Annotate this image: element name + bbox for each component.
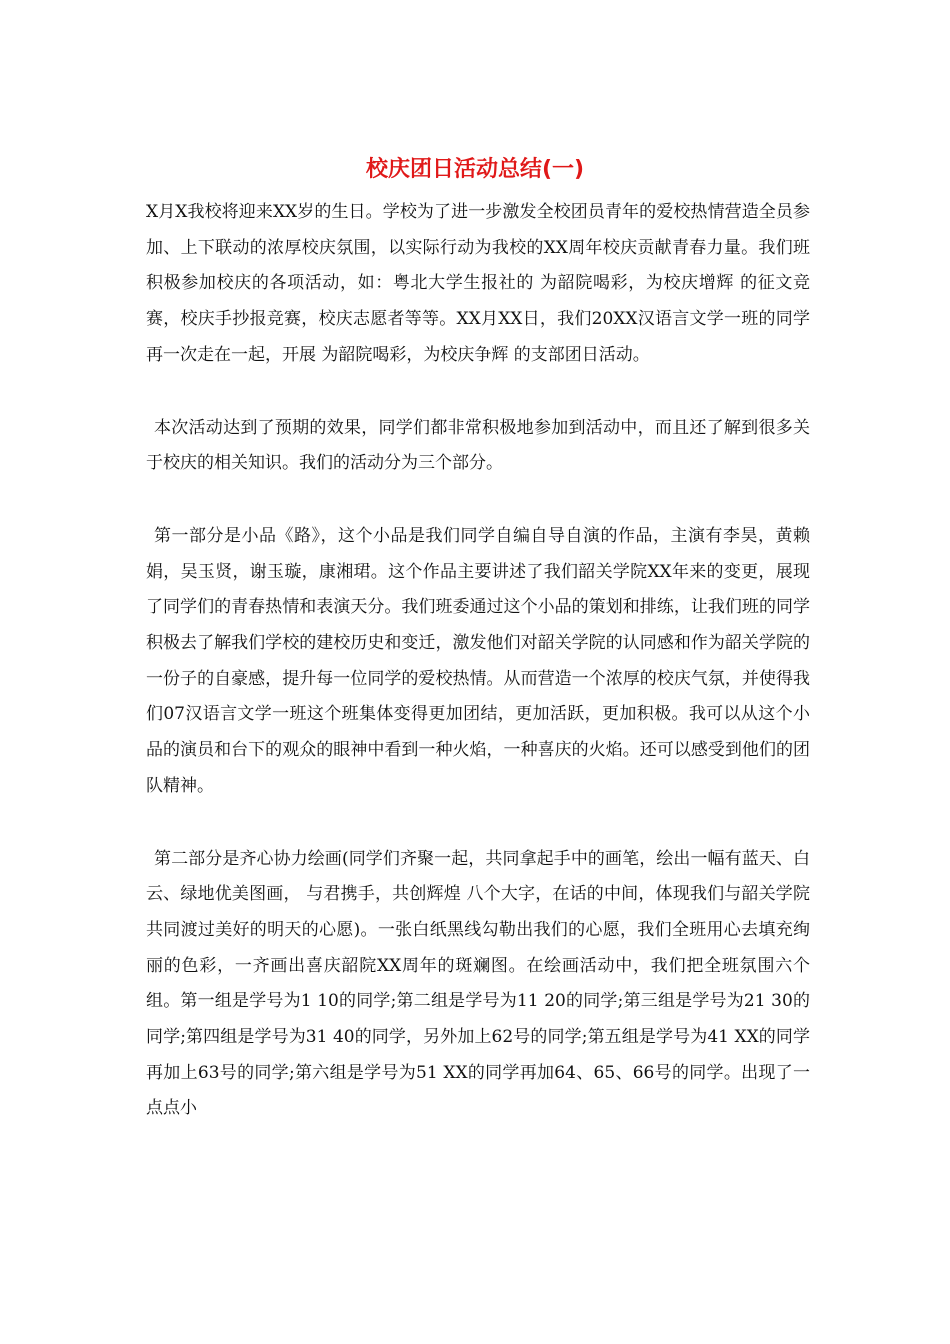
paragraph-intro: X月X我校将迎来XX岁的生日。学校为了进一步激发全校团员青年的爱校热情营造全员参加、上下联动的浓厚校庆氛围，以实际行动为我校的XX周年校庆贡献青春力量。我们班积极参加校庆的各项活动，如：粤北大学生报社的 为韶院喝彩，为校庆增辉 的征文竞赛，校庆手抄报竞赛，校庆志愿者等等。XX月XX日，我们20XX汉语言文学一班的同学再一次走在一起，开展 为韶院喝彩，为校庆争辉 的支部团日活动。	[146, 202, 810, 365]
paragraph-part-two: 第二部分是齐心协力绘画(同学们齐聚一起，共同拿起手中的画笔，绘出一幅有蓝天、白云、绿地优美图画， 与君携手，共创辉煌 八个大字，在话的中间，体现我们与韶关学院共同渡过美好的明天的心愿)。一张白纸黑线勾勒出我们的心愿，我们全班用心去填充绚丽的色彩，一齐画出喜庆韶院XX周年的斑斓图。在绘画活动中，我们把全班氛围六个组。第一组是学号为1 10的同学;第二组是学号为11 20的同学;第三组是学号为21 30的同学;第四组是学号为31 40的同学，另外加上62号的同学;第五组是学号为41 XX的同学再加上63号的同学;第六组是学号为51 XX的同学再加64、65、66号的同学。出现了一点点小	[146, 848, 810, 1119]
paragraph-part-one: 第一部分是小品《路》，这个小品是我们同学自编自导自演的作品，主演有李昊，黄赖娟，吴玉贤，谢玉璇，康湘珺。这个作品主要讲述了我们韶关学院XX年来的变更，展现了同学们的青春热情和表演天分。我们班委通过这个小品的策划和排练，让我们班的同学积极去了解我们学校的建校历史和变迁，激发他们对韶关学院的认同感和作为韶关学院的一份子的自豪感，提升每一位同学的爱校热情。从而营造一个浓厚的校庆气氛，并使得我们07汉语言文学一班这个班集体变得更加团结，更加活跃，更加积极。我可以从这个小品的演员和台下的观众的眼神中看到一种火焰，一种喜庆的火焰。还可以感受到他们的团队精神。	[146, 525, 810, 796]
document-body	[146, 195, 810, 1164]
document-title: 校庆团日活动总结(一)	[365, 157, 585, 182]
paragraph-overview: 本次活动达到了预期的效果，同学们都非常积极地参加到活动中，而且还了解到很多关于校庆的相关知识。我们的活动分为三个部分。	[146, 417, 810, 474]
